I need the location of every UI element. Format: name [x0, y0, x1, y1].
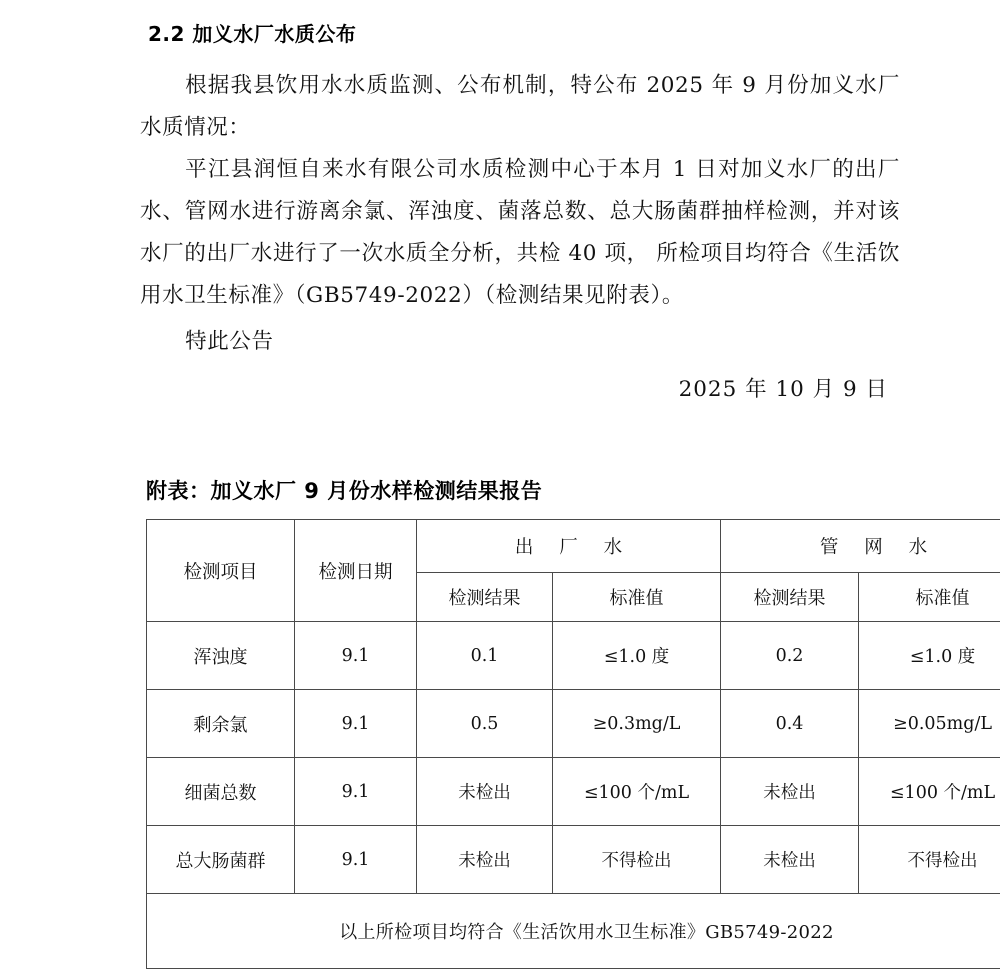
cell-outlet-result: 0.5 — [417, 690, 553, 758]
cell-network-standard: ≤1.0 度 — [859, 622, 1000, 690]
header-group-network-water: 管 网 水 — [721, 520, 1000, 573]
cell-outlet-standard: 不得检出 — [553, 826, 721, 894]
water-quality-table — [146, 519, 1000, 969]
paragraph-1: 根据我县饮用水水质监测、公布机制，特公布 2025 年 9 月份加义水厂水质情况： — [140, 73, 900, 140]
cell-item: 总大肠菌群 — [147, 826, 295, 894]
table-footnote-row — [147, 894, 1000, 969]
cell-outlet-standard: ≥0.3mg/L — [553, 690, 721, 758]
table-row — [147, 758, 1000, 826]
table-row — [147, 826, 1000, 894]
attachment-title: 附表：加义水厂 9 月份水样检测结果报告 — [146, 479, 543, 503]
document-body — [140, 65, 900, 411]
paragraph-2: 平江县润恒自来水有限公司水质检测中心于本月 1 日对加义水厂的出厂水、管网水进行游离余氯、浑浊度、菌落总数、总大肠菌群抽样检测，并对该水厂的出厂水进行了一次水质全分析，共检 40 项， 所检项目均符合《生活饮用水卫生标准》（GB5749-2022）（检测结果见附表）。 — [140, 157, 900, 308]
cell-date: 9.1 — [295, 826, 417, 894]
table-row — [147, 690, 1000, 758]
table-row — [147, 622, 1000, 690]
cell-date: 9.1 — [295, 690, 417, 758]
cell-outlet-result: 0.1 — [417, 622, 553, 690]
cell-network-result: 0.2 — [721, 622, 859, 690]
cell-network-standard: ≤100 个/mL — [859, 758, 1000, 826]
cell-network-result: 未检出 — [721, 758, 859, 826]
header-group-outlet-water: 出 厂 水 — [417, 520, 721, 573]
header-date: 检测日期 — [295, 520, 417, 622]
cell-network-standard: 不得检出 — [859, 826, 1000, 894]
cell-outlet-result: 未检出 — [417, 758, 553, 826]
announcement-line: 特此公告 — [185, 329, 274, 354]
header-item: 检测项目 — [147, 520, 295, 622]
header-network-standard: 标准值 — [859, 573, 1000, 622]
header-outlet-result: 检测结果 — [417, 573, 553, 622]
cell-date: 9.1 — [295, 622, 417, 690]
cell-network-standard: ≥0.05mg/L — [859, 690, 1000, 758]
header-outlet-standard: 标准值 — [553, 573, 721, 622]
table-head — [147, 520, 1000, 622]
cell-item: 细菌总数 — [147, 758, 295, 826]
table-footnote: 以上所检项目均符合《生活饮用水卫生标准》GB5749-2022 — [147, 894, 1000, 969]
table-body — [147, 622, 1000, 969]
document-date: 2025 年 10 月 9 日 — [678, 377, 888, 402]
cell-outlet-standard: ≤1.0 度 — [553, 622, 721, 690]
cell-item: 浑浊度 — [147, 622, 295, 690]
header-network-result: 检测结果 — [721, 573, 859, 622]
cell-network-result: 0.4 — [721, 690, 859, 758]
cell-item: 剩余氯 — [147, 690, 295, 758]
section-heading: 2.2 加义水厂水质公布 — [148, 22, 357, 46]
table-header-row-1 — [147, 520, 1000, 573]
cell-outlet-result: 未检出 — [417, 826, 553, 894]
cell-network-result: 未检出 — [721, 826, 859, 894]
cell-date: 9.1 — [295, 758, 417, 826]
cell-outlet-standard: ≤100 个/mL — [553, 758, 721, 826]
